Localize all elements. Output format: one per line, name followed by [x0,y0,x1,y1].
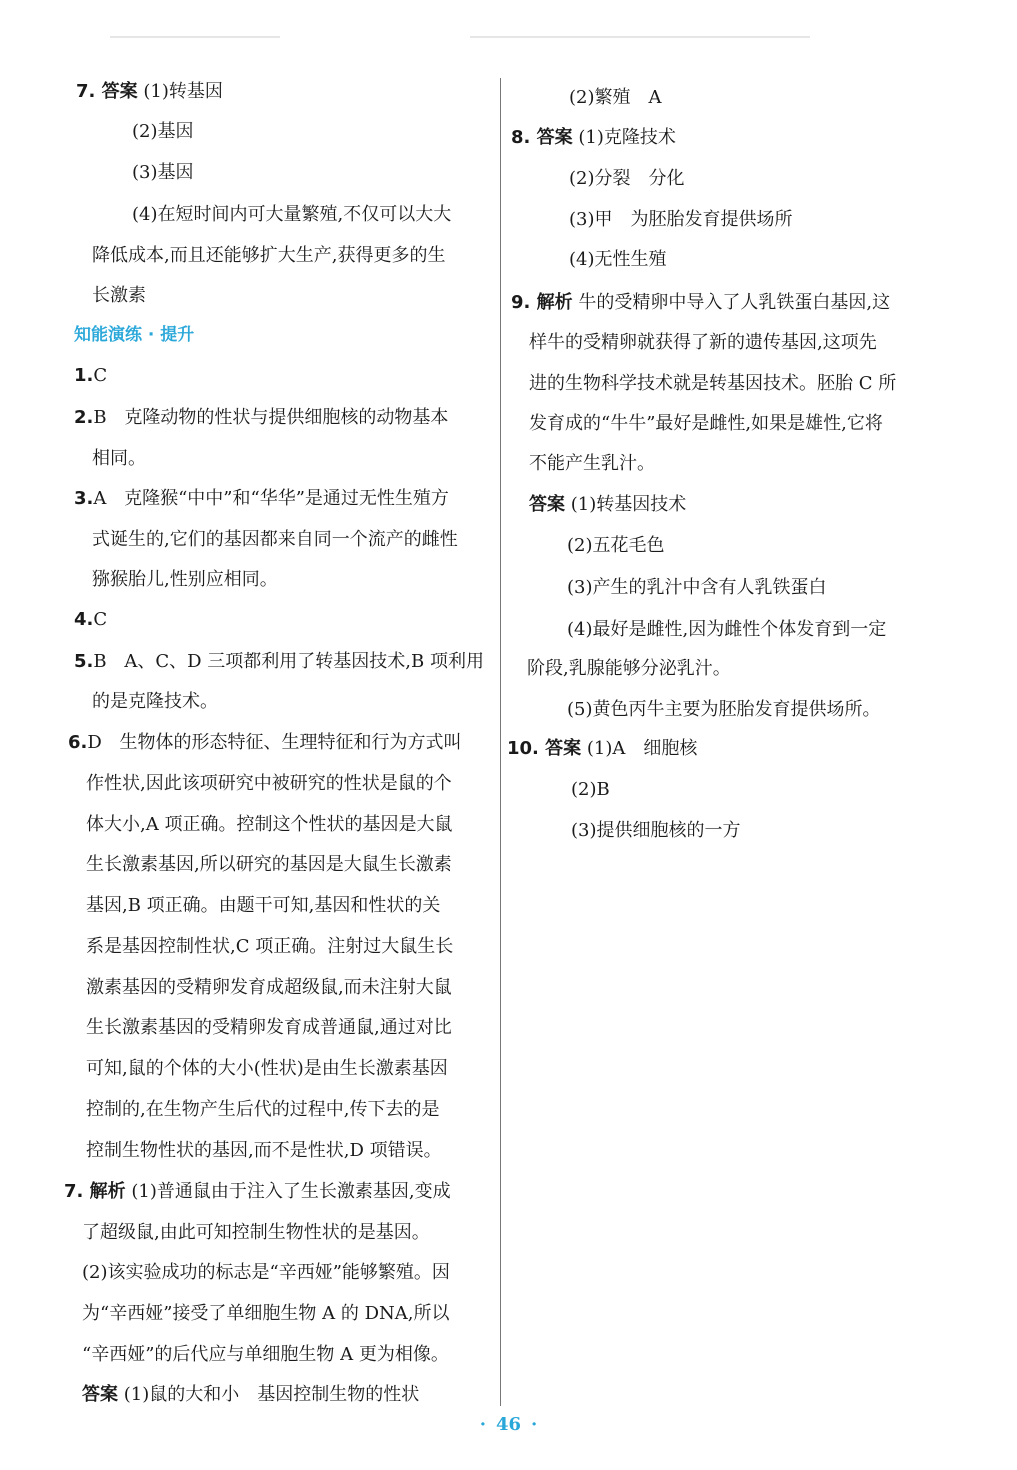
q10-answer-line2: (2)B [571,779,610,800]
q8-answer-line4: (4)无性生殖 [569,249,667,270]
q7-prev-answer-line6: 长激素 [92,285,146,306]
q7-answer-line2: (2)繁殖 A [569,87,662,108]
question-answer: C [93,365,108,386]
q7-prev-answer-line5: 降低成本,而且还能够扩大生产,获得更多的生 [92,245,446,266]
q6-line4: 生长激素基因,所以研究的基因是大鼠生长激素 [86,854,452,875]
q7-analysis-line3: (2)该实验成功的标志是“辛西娅”能够繁殖。因 [82,1262,450,1283]
q9-analysis-line3: 进的生物科学技术就是转基因技术。胚胎 C 所 [529,373,897,394]
q9-analysis-line5: 不能产生乳汁。 [529,453,655,474]
page-number: · 46 · [479,1414,538,1435]
q2-line2: 相同。 [92,448,146,469]
q6-line8: 生长激素基因的受精卵发育成普通鼠,通过对比 [86,1017,452,1038]
header-rule-right [470,36,810,38]
question-number: 5. [74,651,94,672]
q7-prev-answer-line3: (3)基因 [132,162,194,183]
q7-analysis-line5: “辛西娅”的后代应与单细胞生物 A 更为相像。 [82,1344,449,1365]
analysis-text: (1)普通鼠由于注入了生长激素基因,变成 [131,1181,451,1202]
q6-line5: 基因,B 项正确。由题干可知,基因和性状的关 [86,895,441,916]
question-answer: C [93,609,108,630]
analysis-label: 9. 解析 [511,292,573,313]
q8-answer-line1 [511,126,676,150]
q5-line2: 的是克隆技术。 [92,691,218,712]
answer-text: (1)鼠的大和小 基因控制生物的性状 [123,1384,420,1405]
q8-answer-line3: (3)甲 为胚胎发育提供场所 [569,209,793,230]
explanation-text: 克隆猴“中中”和“华华”是通过无性生殖方 [124,488,449,509]
q9-analysis-line1 [511,291,890,315]
q4 [74,608,107,632]
q5-line1 [74,650,484,674]
answer-label: 10. 答案 [507,738,582,759]
q6-line2: 作性状,因此该项研究中被研究的性状是鼠的个 [86,773,452,794]
q9-analysis-line4: 发育成的“牛牛”最好是雌性,如果是雄性,它将 [529,413,883,434]
header-rule-left [110,36,280,38]
answer-label: 8. 答案 [511,127,573,148]
answer-text: (1)转基因技术 [570,494,687,515]
q7-analysis-line2: 了超级鼠,由此可知控制生物性状的是基因。 [82,1222,430,1243]
q6-line1 [68,731,462,755]
explanation-text: 生物体的形态特征、生理特征和行为方式叫 [119,732,462,753]
question-number: 1. [74,365,94,386]
q7-prev-answer-line1 [76,80,223,104]
q9-analysis-line2: 样牛的受精卵就获得了新的遗传基因,这项先 [529,332,877,353]
q9-answer-line2: (2)五花毛色 [567,535,665,556]
q10-answer-line1 [507,737,697,761]
answer-label: 答案 [529,494,565,515]
q9-answer-line4: (4)最好是雌性,因为雌性个体发育到一定 [567,619,887,640]
q6-line3: 体大小,A 项正确。控制这个性状的基因是大鼠 [86,814,453,835]
q9-answer-line3: (3)产生的乳汁中含有人乳铁蛋白 [567,577,827,598]
q6-line7: 激素基因的受精卵发育成超级鼠,而未注射大鼠 [86,977,452,998]
explanation-text: 克隆动物的性状与提供细胞核的动物基本 [124,407,449,428]
answer-label: 7. 答案 [76,81,138,102]
answer-text: (1)克隆技术 [578,127,676,148]
q3-line3: 猕猴胎儿,性别应相同。 [92,569,278,590]
q7-analysis-line1 [64,1180,451,1204]
q9-answer-line1 [529,493,686,517]
question-number: 3. [74,488,94,509]
q7-answer-line1 [82,1383,419,1407]
q1 [74,364,107,388]
q6-line6: 系是基因控制性状,C 项正确。注射过大鼠生长 [86,936,454,957]
question-number: 6. [68,732,88,753]
q3-line1 [74,487,449,511]
q3-line2: 式诞生的,它们的基因都来自同一个流产的雌性 [92,529,458,550]
answer-text: (1)A 细胞核 [586,738,698,759]
column-divider [500,78,501,1406]
question-answer: B [93,407,107,428]
analysis-text: 牛的受精卵中导入了人乳铁蛋白基因,这 [578,292,891,313]
q7-prev-answer-line4: (4)在短时间内可大量繁殖,不仅可以大大 [132,204,452,225]
question-answer: B [93,651,107,672]
analysis-label: 7. 解析 [64,1181,126,1202]
q6-line10: 控制的,在生物产生后代的过程中,传下去的是 [86,1099,440,1120]
question-number: 2. [74,407,94,428]
page-number-value: 46 [495,1414,522,1435]
q2-line1 [74,406,448,430]
q6-line11: 控制生物性状的基因,而不是性状,D 项错误。 [86,1140,442,1161]
q6-line9: 可知,鼠的个体的大小(性状)是由生长激素基因 [86,1058,448,1079]
q7-analysis-line4: 为“辛西娅”接受了单细胞生物 A 的 DNA,所以 [82,1303,450,1324]
explanation-text: A、C、D 三项都利用了转基因技术,B 项利用 [124,651,484,672]
q9-answer-line6: (5)黄色丙牛主要为胚胎发育提供场所。 [567,699,881,720]
answer-label: 答案 [82,1384,118,1405]
answer-text: (1)转基因 [143,81,223,102]
question-answer: A [93,488,107,509]
q7-prev-answer-line2: (2)基因 [132,121,194,142]
question-number: 4. [74,609,94,630]
q8-answer-line2: (2)分裂 分化 [569,168,685,189]
q9-answer-line5: 阶段,乳腺能够分泌乳汁。 [527,658,731,679]
question-answer: D [87,732,102,753]
q10-answer-line3: (3)提供细胞核的一方 [571,820,741,841]
section-title: 知能演练 · 提升 [74,325,195,345]
